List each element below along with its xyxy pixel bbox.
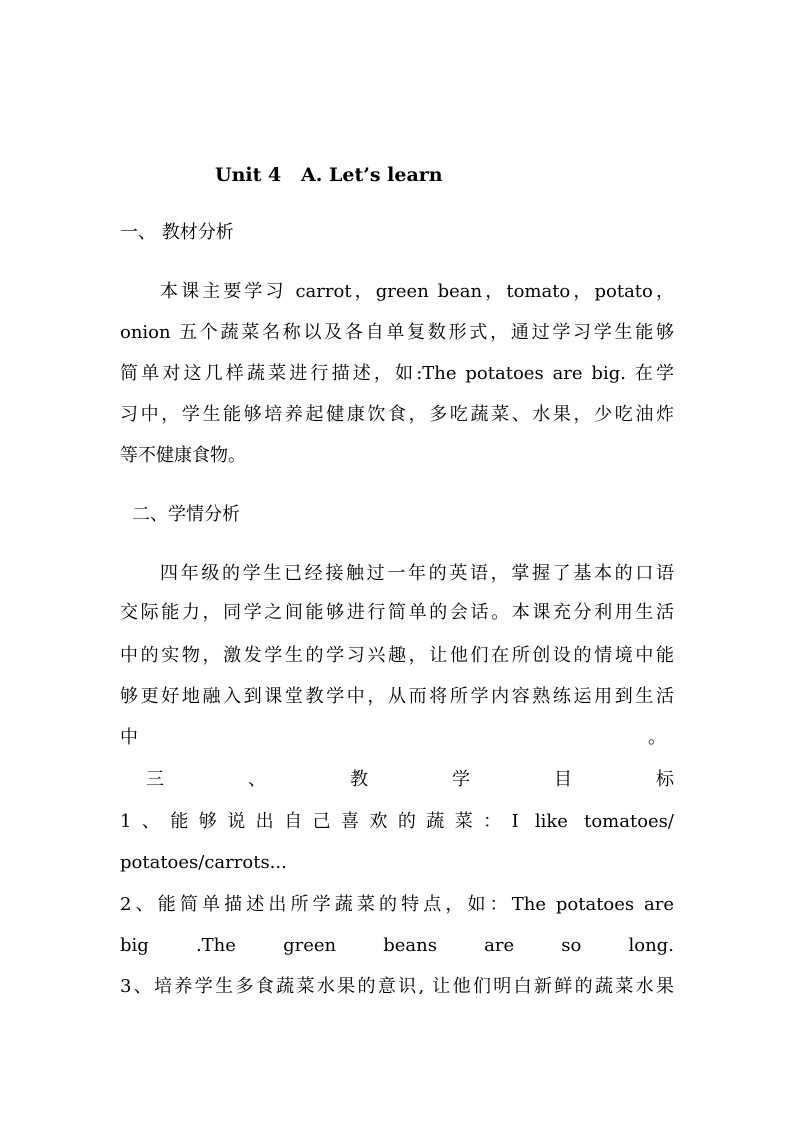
- word: long.: [628, 935, 674, 956]
- heading-char: 、: [248, 769, 266, 790]
- goal-item-1-line-2: potatoes/carrots...: [120, 852, 287, 873]
- paragraph-line-last: [120, 726, 674, 750]
- goal-item-1-line-1: 1、能够说出自己喜欢的蔬菜：I like tomatoes/: [120, 811, 674, 832]
- goal-item-3-line-1: 3、培养学生多食蔬菜水果的意识, 让他们明白新鲜的蔬菜水果: [120, 976, 674, 997]
- section-heading-textbook-analysis: 一、 教材分析: [120, 222, 234, 243]
- word: big: [120, 935, 149, 956]
- heading-char: 标: [656, 769, 674, 790]
- goal-item-2-line-2: [120, 934, 674, 958]
- paragraph-line: 中的实物，激发学生的学习兴趣，让他们在所创设的情境中能: [120, 645, 674, 666]
- word: so: [561, 935, 582, 956]
- word: are: [484, 935, 515, 956]
- page-title: Unit 4 A. Let’s learn: [215, 164, 443, 186]
- section-heading-learner-analysis: 二、学情分析: [132, 504, 240, 525]
- paragraph-line: 够更好地融入到课堂教学中，从而将所学内容熟练运用到生活: [120, 686, 674, 707]
- heading-char: 目: [554, 769, 572, 790]
- paragraph-line: onion 五个蔬菜名称以及各自单复数形式，通过学习学生能够: [120, 322, 674, 343]
- paragraph-line: 四年级的学生已经接触过一年的英语，掌握了基本的口语: [160, 563, 674, 584]
- heading-char: 学: [452, 769, 470, 790]
- paragraph-line: 习中，学生能够培养起健康饮食，多吃蔬菜、水果，少吃油炸: [120, 404, 674, 425]
- paragraph-line: 交际能力，同学之间能够进行简单的会话。本课充分利用生活: [120, 602, 674, 623]
- heading-char: 教: [350, 769, 368, 790]
- section-heading-teaching-goals: [146, 768, 674, 792]
- line-text-right: 。: [648, 727, 666, 748]
- paragraph-line: 本课主要学习 carrot，green bean，tomato，potato，: [160, 281, 674, 302]
- heading-char: 三: [146, 769, 164, 790]
- goal-item-2-line-1: 2、能简单描述出所学蔬菜的特点，如：The potatoes are: [120, 894, 674, 915]
- line-text-left: 中: [120, 727, 138, 748]
- paragraph-line: 简单对这几样蔬菜进行描述，如:The potatoes are big. 在学: [120, 363, 674, 384]
- paragraph-line: 等不健康食物。: [120, 445, 246, 466]
- word: beans: [383, 935, 437, 956]
- word: green: [283, 935, 337, 956]
- word: .The: [195, 935, 236, 956]
